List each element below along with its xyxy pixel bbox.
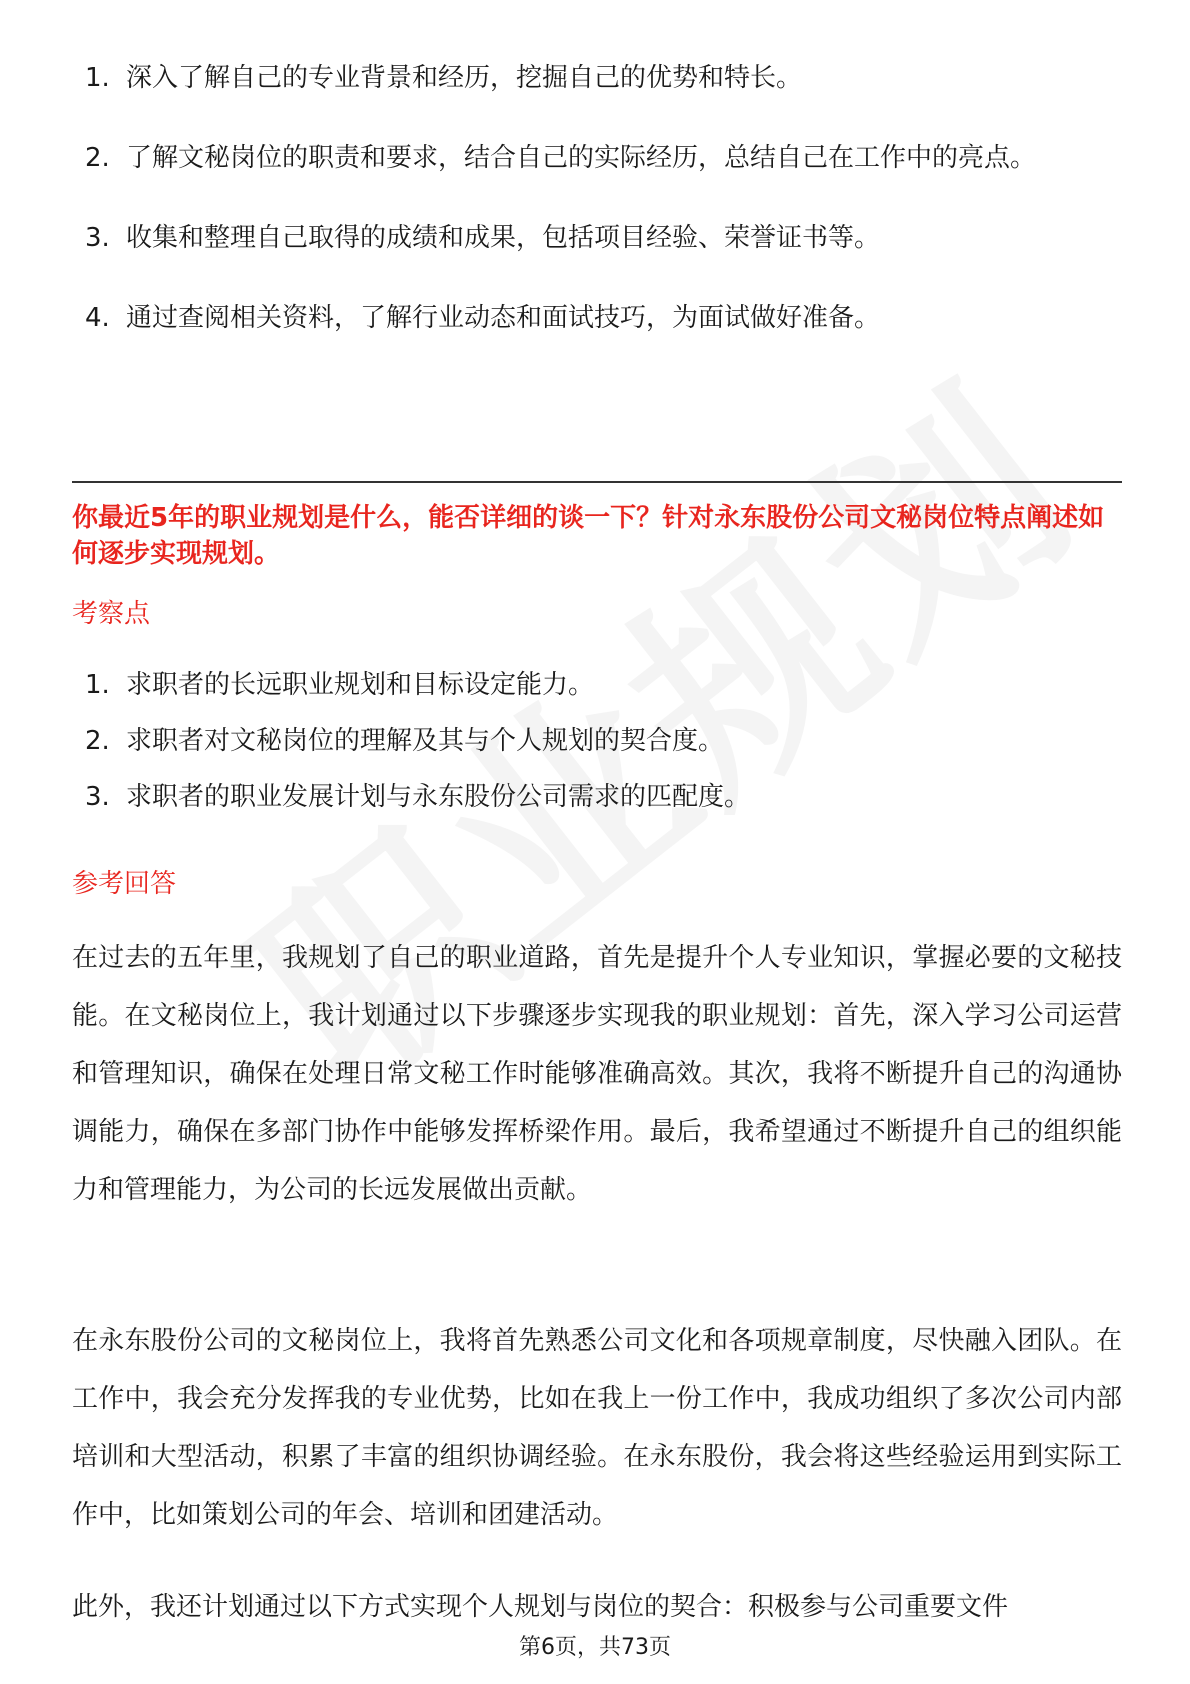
exam-points-heading: 考察点: [72, 599, 151, 629]
list-item-number: 3.: [85, 782, 110, 812]
list-item-text: 求职者对文秘岗位的理解及其与个人规划的契合度。: [126, 726, 725, 756]
list-item-text: 收集和整理自己取得的成绩和成果，包括项目经验、荣誉证书等。: [126, 223, 881, 253]
list-item-number: 3.: [85, 223, 110, 253]
list-item: [72, 130, 1122, 186]
list-item-text: 求职者的职业发展计划与永东股份公司需求的匹配度。: [126, 782, 751, 812]
prep-list: [72, 50, 1122, 346]
answer-paragraph: 在过去的五年里，我规划了自己的职业道路，首先是提升个人专业知识，掌握必要的文秘技能。在文秘岗位上，我计划通过以下步骤逐步实现我的职业规划：首先，深入学习公司运营和管理知识，确保在处理日常文秘工作时能够准确高效。其次，我将不断提升自己的沟通协调能力，确保在多部门协作中能够发挥桥梁作用。最后，我希望通过不断提升自己的组织能力和管理能力，为公司的长远发展做出贡献。: [72, 943, 1122, 1205]
list-item-number: 4.: [85, 303, 110, 333]
answer-paragraph: 在永东股份公司的文秘岗位上，我将首先熟悉公司文化和各项规章制度，尽快融入团队。在工作中，我会充分发挥我的专业优势，比如在我上一份工作中，我成功组织了多次公司内部培训和大型活动，积累了丰富的组织协调经验。在永东股份，我会将这些经验运用到实际工作中，比如策划公司的年会、培训和团建活动。: [72, 1326, 1122, 1530]
list-item-text: 求职者的长远职业规划和目标设定能力。: [126, 670, 595, 700]
list-item-number: 1.: [85, 670, 110, 700]
list-item: [72, 657, 1122, 713]
exam-points-list: [72, 657, 1122, 825]
list-item: [72, 769, 1122, 825]
section-divider: [72, 481, 1122, 483]
answer-paragraph: 此外，我还计划通过以下方式实现个人规划与岗位的契合：积极参与公司重要文件: [72, 1592, 1009, 1622]
list-item: [72, 50, 1122, 106]
list-item: [72, 290, 1122, 346]
page-number: 第6页，共73页: [519, 1635, 671, 1660]
list-item-number: 1.: [85, 63, 110, 93]
list-item-number: 2.: [85, 726, 110, 756]
question-heading: 你最近5年的职业规划是什么，能否详细的谈一下？针对永东股份公司文秘岗位特点阐述如何逐步实现规划。: [72, 503, 1105, 569]
list-item-text: 通过查阅相关资料，了解行业动态和面试技巧，为面试做好准备。: [126, 303, 881, 333]
list-item-number: 2.: [85, 143, 110, 173]
list-item-text: 深入了解自己的专业背景和经历，挖掘自己的优势和特长。: [126, 63, 803, 93]
list-item: [72, 210, 1122, 266]
answer-heading: 参考回答: [72, 869, 177, 899]
list-item-text: 了解文秘岗位的职责和要求，结合自己的实际经历，总结自己在工作中的亮点。: [126, 143, 1037, 173]
list-item: [72, 713, 1122, 769]
